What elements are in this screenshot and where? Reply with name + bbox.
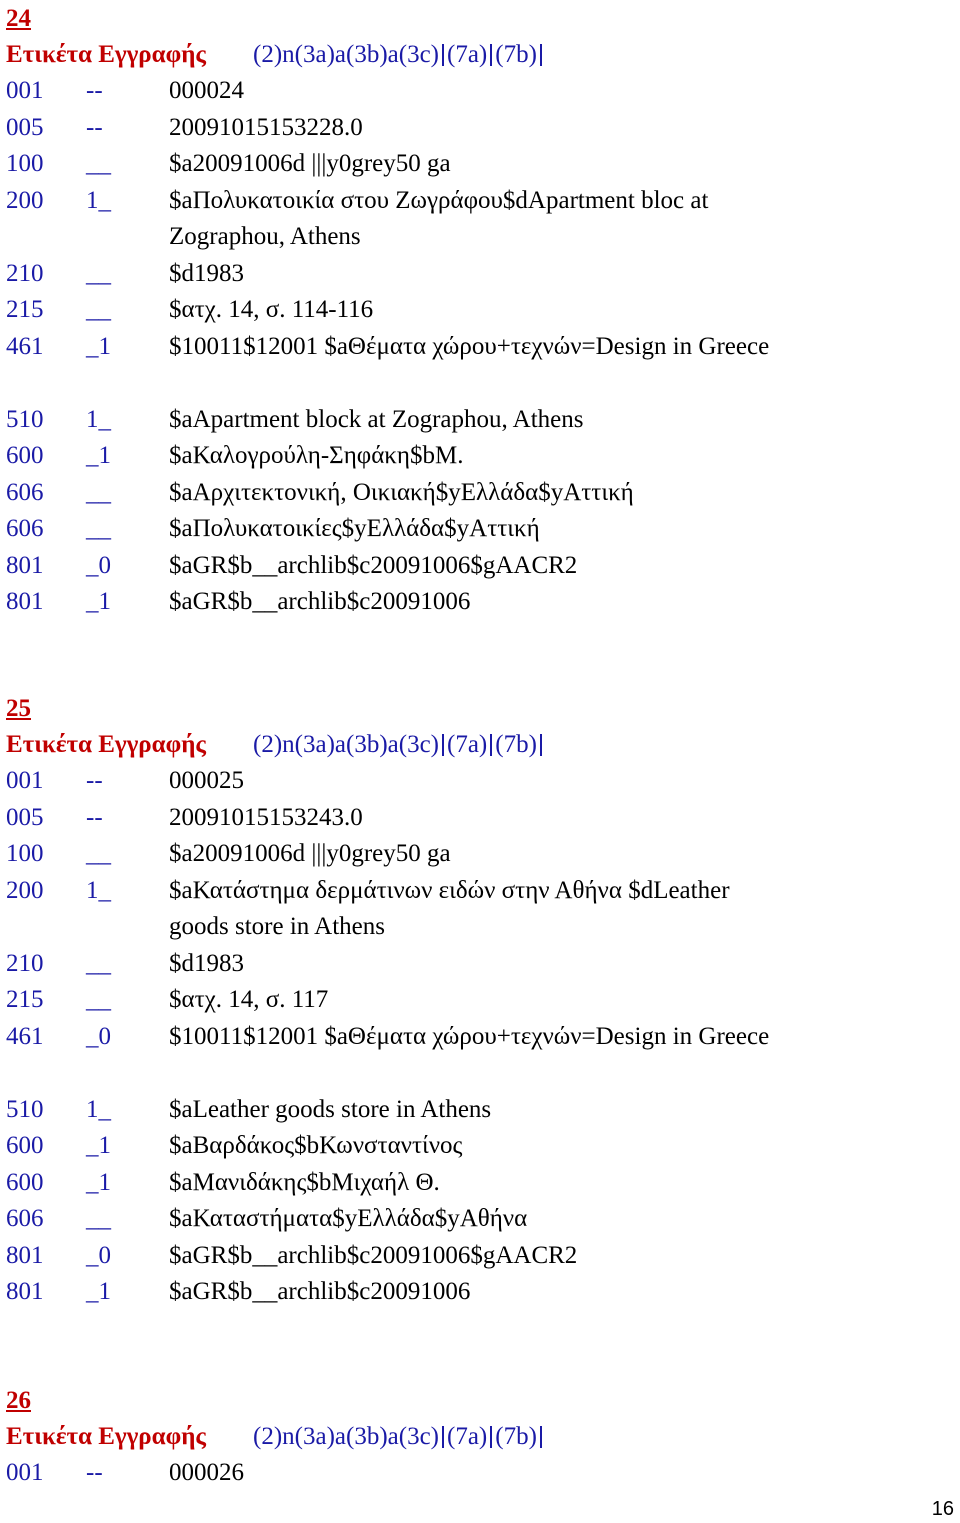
field-value: $aΒαρδάκος$bΚωνσταντίνος <box>169 1132 463 1159</box>
field-tag: 200 <box>6 186 44 214</box>
field-tag: 801 <box>6 551 44 579</box>
label-code-part-c: (7b) <box>495 41 537 68</box>
field-value: $aGR$b__archlib$c20091006 <box>169 588 471 615</box>
field-value: 000025 <box>169 767 244 794</box>
field-row <box>6 876 946 940</box>
label-code-part-b: (7a) <box>447 731 488 758</box>
field-indicator: _0 <box>86 551 111 579</box>
field-value: $ατχ. 14, σ. 114-116 <box>169 296 374 323</box>
field-value: $aΠολυκατοικία στου Ζωγράφου$dApartment bloc at Zographou, Athens <box>169 186 709 250</box>
separator-bar <box>540 1426 542 1448</box>
label-code-part-a: (2)n(3a)a(3b)a(3c) <box>253 41 439 68</box>
field-tag: 100 <box>6 840 44 867</box>
field-row <box>6 76 946 106</box>
record-number: 24 <box>6 5 31 32</box>
field-value: 20091015153243.0 <box>169 803 363 831</box>
field-tag: 200 <box>6 876 44 904</box>
field-indicator: __ <box>86 840 111 867</box>
field-tag: 215 <box>6 296 44 323</box>
field-tag: 461 <box>6 332 44 360</box>
field-row <box>6 1277 946 1307</box>
field-indicator: __ <box>86 150 111 177</box>
field-indicator: __ <box>86 296 111 323</box>
field-value: $aΚαταστήματα$yΕλλάδα$yΑθήνα <box>169 1205 528 1232</box>
field-indicator: __ <box>86 515 111 542</box>
field-tag: 606 <box>6 478 44 506</box>
field-value: $10011$12001 $aΘέματα χώρου+τεχνών=Design in Greece <box>169 332 770 360</box>
field-value: $d1983 <box>169 949 244 977</box>
field-indicator: _0 <box>86 1022 111 1050</box>
field-row <box>6 839 946 869</box>
field-value: $10011$12001 $aΘέματα χώρου+τεχνών=Design in Greece <box>169 1022 770 1050</box>
separator-bar <box>540 734 542 756</box>
field-row <box>6 149 946 179</box>
separator-bar <box>442 1426 444 1448</box>
field-row <box>6 186 946 250</box>
record-label-code <box>253 730 545 760</box>
field-tag: 005 <box>6 803 44 831</box>
field-value: $aGR$b__archlib$c20091006 <box>169 1278 471 1305</box>
field-indicator: _1 <box>86 442 111 469</box>
field-tag: 001 <box>6 767 44 794</box>
field-row <box>6 1095 946 1125</box>
field-indicator: 1_ <box>86 876 111 904</box>
field-value: $a20091006d |||y0grey50 ga <box>169 150 451 177</box>
field-indicator: __ <box>86 949 111 977</box>
field-value: $aLeather goods store in Athens <box>169 1095 492 1123</box>
field-value: $aΚαλογρούλη-Σηφάκη$bΜ. <box>169 442 464 469</box>
field-row <box>6 1458 946 1488</box>
field-tag: 600 <box>6 1132 44 1159</box>
field-tag: 606 <box>6 1205 44 1232</box>
page-number: 16 <box>931 1498 954 1520</box>
field-value: $aΑρχιτεκτονική, Οικιακή$yΕλλάδα$yΑττική <box>169 478 634 506</box>
field-indicator: _0 <box>86 1241 111 1269</box>
separator-bar <box>490 44 492 66</box>
field-value: $aΚατάστημα δερμάτινων ειδών στην Αθήνα $dLeather goods store in Athens <box>169 876 730 940</box>
record-label-title: Ετικέτα Εγγραφής <box>6 41 206 68</box>
field-value: 20091015153228.0 <box>169 113 363 141</box>
field-indicator: _1 <box>86 1168 111 1196</box>
field-row <box>6 259 946 289</box>
label-code-part-a: (2)n(3a)a(3b)a(3c) <box>253 1423 439 1450</box>
field-indicator: -- <box>86 1459 103 1486</box>
field-value: $aΠολυκατοικίες$yΕλλάδα$yΑττική <box>169 515 540 542</box>
field-tag: 510 <box>6 1095 44 1123</box>
label-code-part-c: (7b) <box>495 731 537 758</box>
separator-bar <box>490 734 492 756</box>
field-row <box>6 1022 946 1052</box>
field-tag: 510 <box>6 405 44 433</box>
field-row <box>6 514 946 544</box>
field-row <box>6 113 946 143</box>
field-indicator: __ <box>86 478 111 506</box>
record-label-code <box>253 40 545 70</box>
field-indicator: -- <box>86 77 103 104</box>
field-tag: 801 <box>6 1278 44 1305</box>
field-row <box>6 551 946 581</box>
field-value: $aGR$b__archlib$c20091006$gAACR2 <box>169 551 578 579</box>
field-row <box>6 587 946 617</box>
field-indicator: __ <box>86 259 111 287</box>
field-row <box>6 766 946 796</box>
field-tag: 606 <box>6 515 44 542</box>
field-indicator: 1_ <box>86 1095 111 1123</box>
field-indicator: -- <box>86 113 103 141</box>
field-row <box>6 1168 946 1198</box>
field-value: $aGR$b__archlib$c20091006$gAACR2 <box>169 1241 578 1269</box>
field-value: 000024 <box>169 77 244 104</box>
field-value: $aΜανιδάκης$bΜιχαήλ Θ. <box>169 1168 440 1196</box>
field-row <box>6 1204 946 1234</box>
record-label-row <box>6 40 537 70</box>
field-value: $aApartment block at Zographou, Athens <box>169 405 584 433</box>
record-label-row <box>6 1422 537 1452</box>
label-code-part-c: (7b) <box>495 1423 537 1450</box>
label-code-part-b: (7a) <box>447 1423 488 1450</box>
separator-bar <box>540 44 542 66</box>
field-indicator: -- <box>86 803 103 831</box>
record-label-title: Ετικέτα Εγγραφής <box>6 1423 206 1450</box>
field-indicator: 1_ <box>86 405 111 433</box>
field-row <box>6 441 946 471</box>
field-tag: 210 <box>6 949 44 977</box>
field-tag: 600 <box>6 442 44 469</box>
field-indicator: _1 <box>86 588 111 615</box>
field-tag: 005 <box>6 113 44 141</box>
field-row <box>6 295 946 325</box>
separator-bar <box>442 734 444 756</box>
field-tag: 210 <box>6 259 44 287</box>
label-code-part-a: (2)n(3a)a(3b)a(3c) <box>253 731 439 758</box>
label-code-part-b: (7a) <box>447 41 488 68</box>
field-row <box>6 1241 946 1271</box>
field-row <box>6 332 946 362</box>
field-indicator: 1_ <box>86 186 111 214</box>
field-row <box>6 1131 946 1161</box>
field-indicator: __ <box>86 1205 111 1232</box>
field-row <box>6 985 946 1015</box>
field-indicator: -- <box>86 767 103 794</box>
field-tag: 001 <box>6 77 44 104</box>
record-label-title: Ετικέτα Εγγραφής <box>6 731 206 758</box>
field-indicator: __ <box>86 986 111 1013</box>
record-label-code <box>253 1422 545 1452</box>
field-tag: 801 <box>6 588 44 615</box>
field-row <box>6 803 946 833</box>
field-row <box>6 405 946 435</box>
record-number: 26 <box>6 1387 31 1414</box>
field-tag: 801 <box>6 1241 44 1269</box>
record-number: 25 <box>6 695 31 722</box>
field-value: $a20091006d |||y0grey50 ga <box>169 840 451 867</box>
field-indicator: _1 <box>86 1132 111 1159</box>
field-tag: 215 <box>6 986 44 1013</box>
separator-bar <box>442 44 444 66</box>
field-tag: 100 <box>6 150 44 177</box>
field-value: $d1983 <box>169 259 244 287</box>
record-label-row <box>6 730 537 760</box>
field-value: 000026 <box>169 1459 244 1486</box>
field-value: $ατχ. 14, σ. 117 <box>169 986 329 1013</box>
field-indicator: _1 <box>86 332 111 360</box>
field-tag: 001 <box>6 1459 44 1486</box>
separator-bar <box>490 1426 492 1448</box>
field-tag: 600 <box>6 1168 44 1196</box>
field-row <box>6 949 946 979</box>
field-row <box>6 478 946 508</box>
field-tag: 461 <box>6 1022 44 1050</box>
field-indicator: _1 <box>86 1278 111 1305</box>
